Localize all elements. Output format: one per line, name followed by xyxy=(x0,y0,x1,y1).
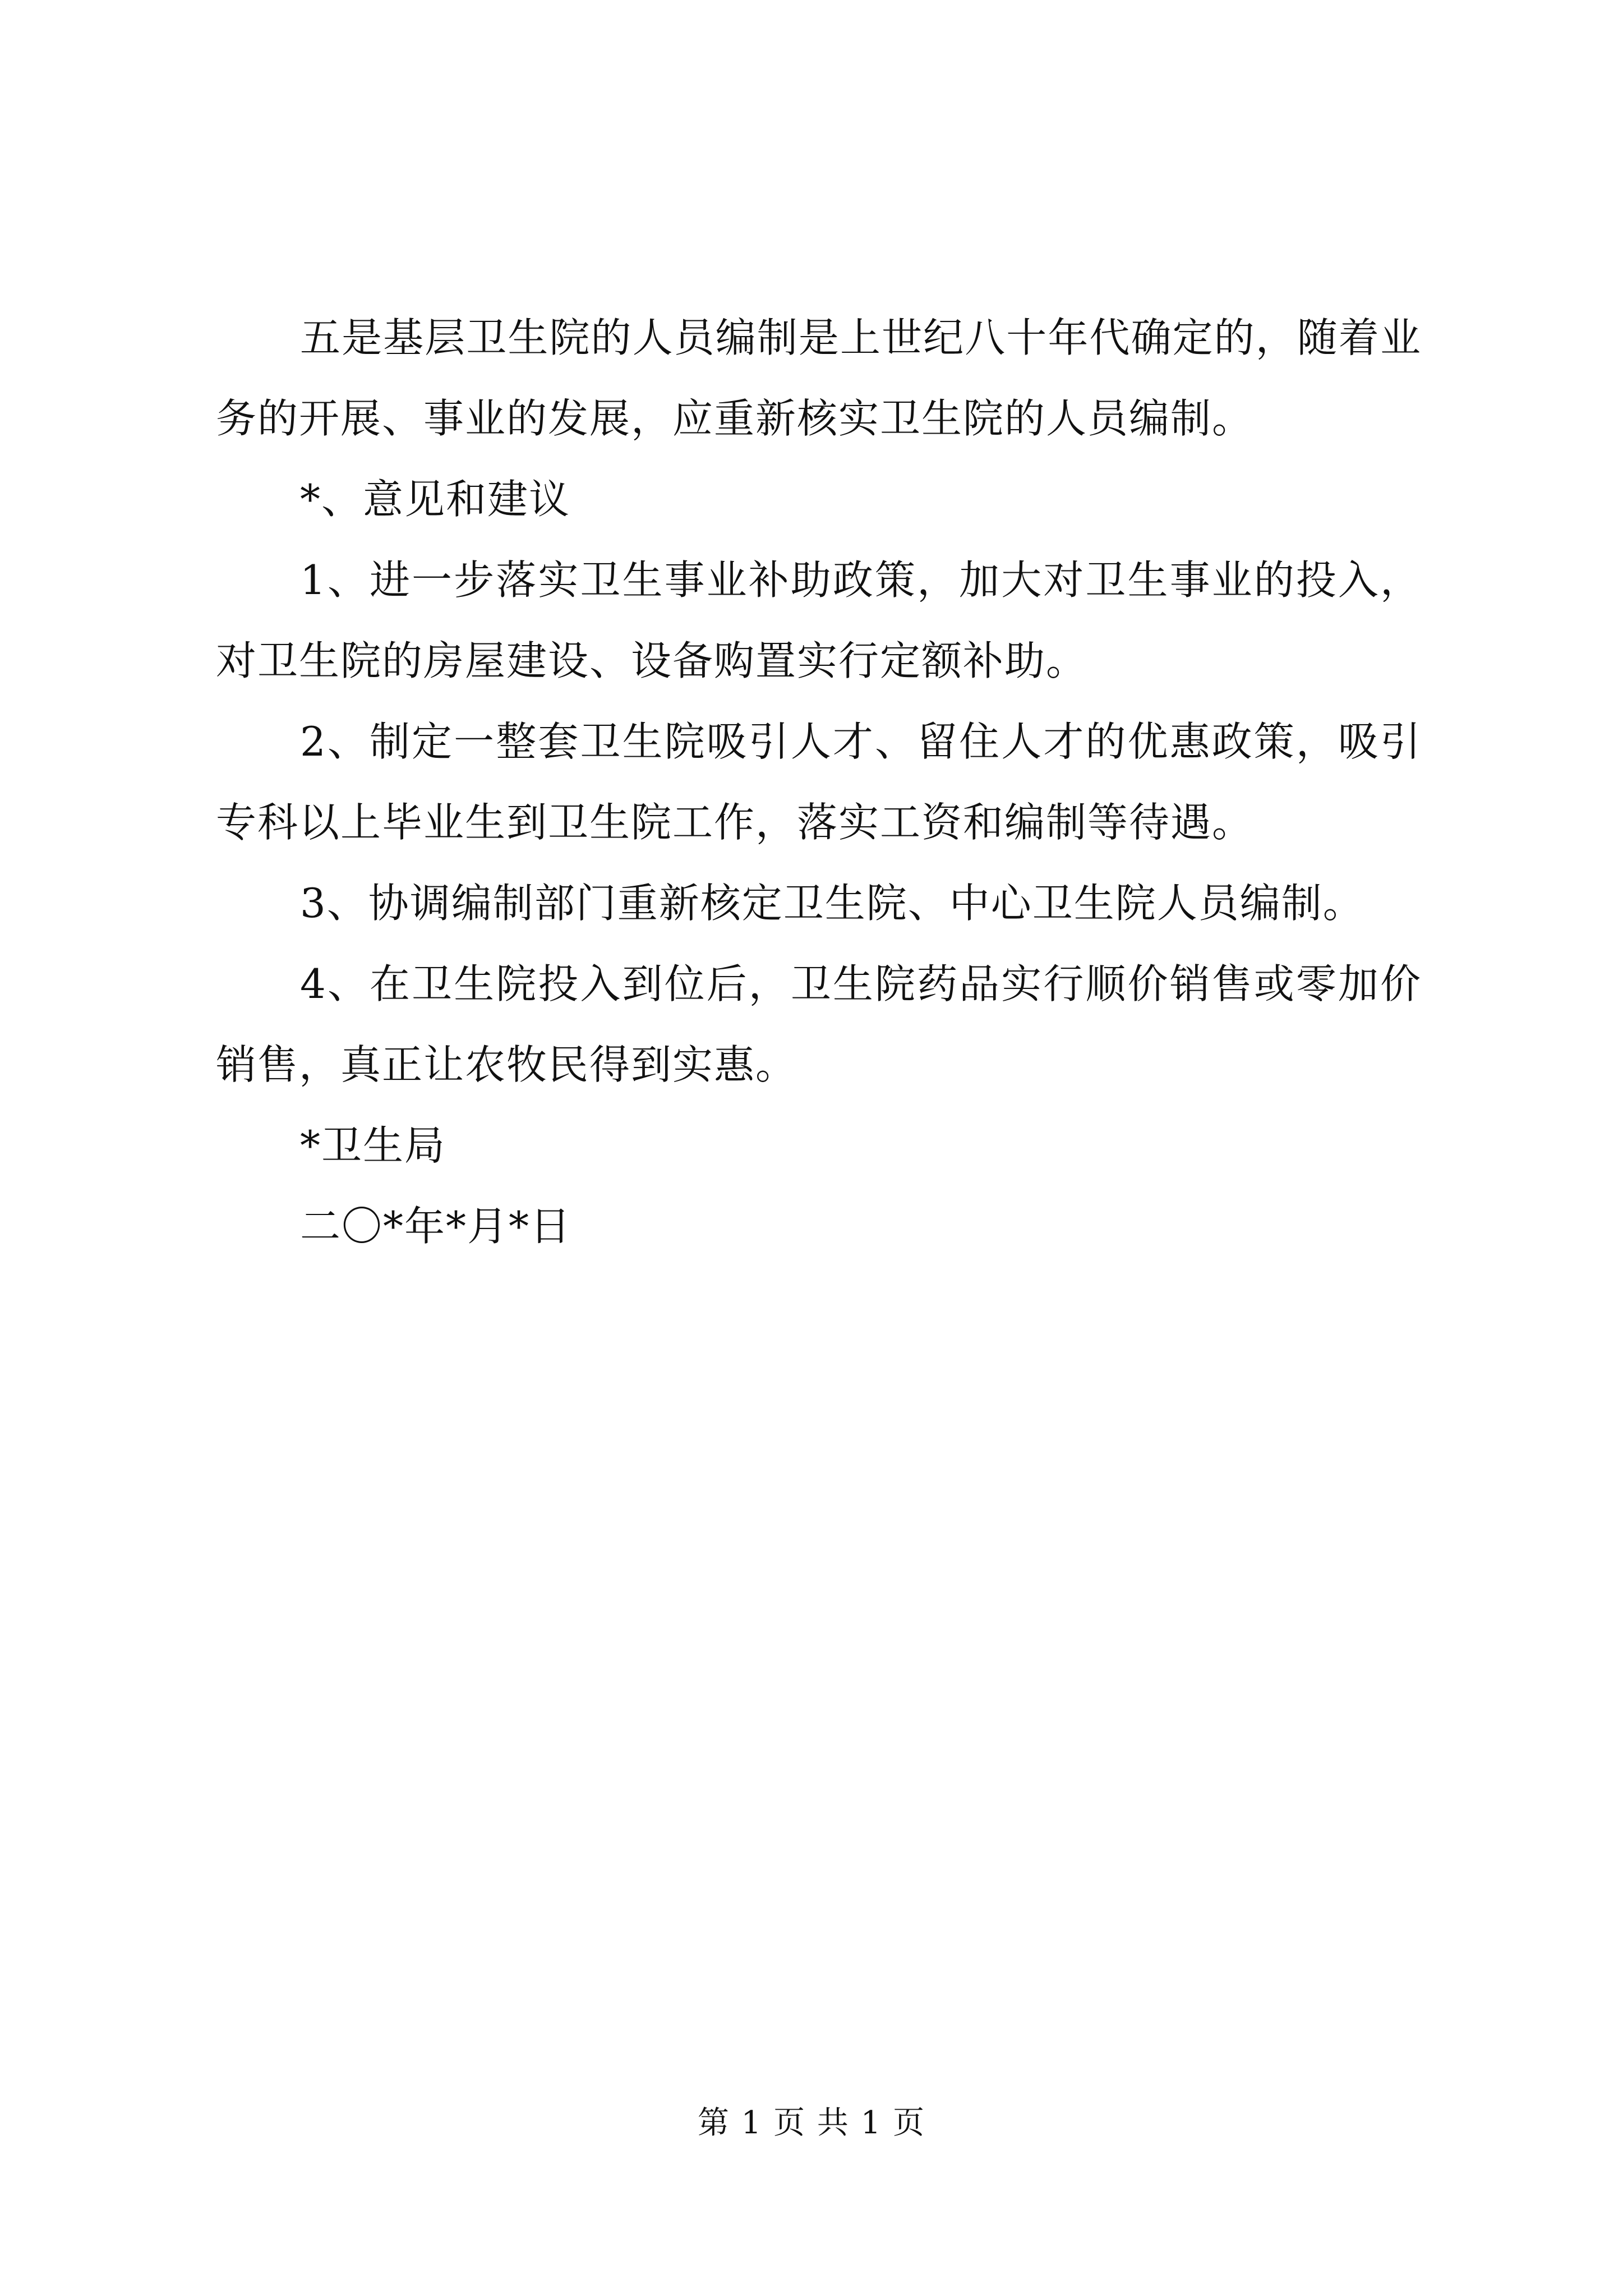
suggestion-item-4: 4、在卫生院投入到位后，卫生院药品实行顺价销售或零加价销售，真正让农牧民得到实惠。 xyxy=(216,960,1422,1088)
signature-issuer: *卫生局 xyxy=(300,1122,446,1169)
suggestion-item-2: 2、制定一整套卫生院吸引人才、留住人才的优惠政策，吸引专科以上毕业生到卫生院工作，落实工资和编制等待遇。 xyxy=(216,718,1422,846)
section-heading-suggestions: *、意见和建议 xyxy=(300,476,571,523)
page-footer: 第 1 页 共 1 页 xyxy=(697,2105,926,2141)
paragraph-staffing-issue: 五是基层卫生院的人员编制是上世纪八十年代确定的，随着业务的开展、事业的发展，应重新核实卫生院的人员编制。 xyxy=(216,314,1422,442)
suggestion-item-3: 3、协调编制部门重新核定卫生院、中心卫生院人员编制。 xyxy=(300,880,1364,927)
signature-date: 二〇*年*月*日 xyxy=(300,1203,572,1250)
suggestion-item-1: 1、进一步落实卫生事业补助政策，加大对卫生事业的投入，对卫生院的房屋建设、设备购置实行定额补助。 xyxy=(216,556,1422,684)
